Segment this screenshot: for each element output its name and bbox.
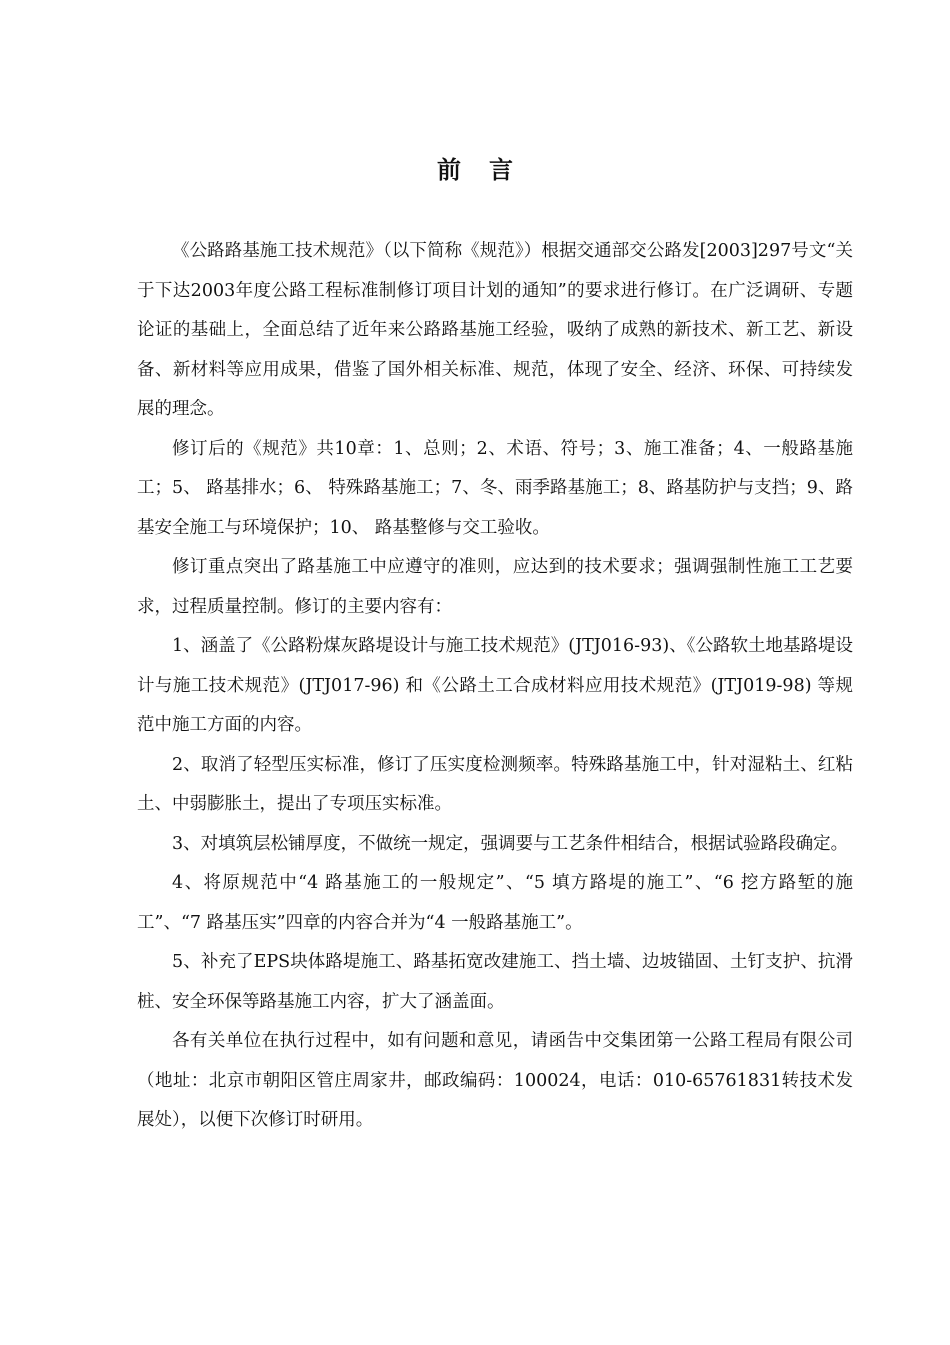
page-title: 前言	[437, 155, 541, 184]
paragraph-item-3: 3、对填筑层松铺厚度，不做统一规定，强调要与工艺条件相结合，根据试验路段确定。	[172, 833, 849, 854]
paragraph-revision-focus: 修订重点突出了路基施工中应遵守的准则，应达到的技术要求；强调强制性施工工艺要求，过程质量控制。修订的主要内容有：	[137, 557, 853, 617]
document-body	[137, 232, 853, 1141]
paragraph-item-4: 4、将原规范中“4 路基施工的一般规定”、“5 填方路堤的施工”、“6 挖方路堑的施工”、“7 路基压实”四章的内容合并为“4 一般路基施工”。	[137, 873, 853, 933]
paragraph-intro: 《公路路基施工技术规范》（以下简称《规范》）根据交通部交公路发[2003]297号文“关于下达2003年度公路工程标准制修订项目计划的通知”的要求进行修订。在广泛调研、专题论证的基础上，全面总结了近年来公路路基施工经验，吸纳了成熟的新技术、新工艺、新设备、新材料等应用成果，借鉴了国外相关标准、规范，体现了安全、经济、环保、可持续发展的理念。	[137, 241, 853, 419]
paragraph-contact: 各有关单位在执行过程中，如有问题和意见，请函告中交集团第一公路工程局有限公司（地址：北京市朝阳区管庄周家井，邮政编码：100024，电话：010-65761831转技术发展处），以便下次修订时研用。	[137, 1031, 853, 1130]
paragraph-item-2: 2、取消了轻型压实标准，修订了压实度检测频率。特殊路基施工中，针对湿粘土、红粘土、中弱膨胀土，提出了专项压实标准。	[137, 754, 853, 814]
paragraph-chapters: 修订后的《规范》共10章：1、总则；2、术语、符号；3、施工准备；4、一般路基施工；5、 路基排水；6、 特殊路基施工；7、冬、雨季路基施工；8、路基防护与支挡；9、路基安全施工与环境保护；10、 路基整修与交工验收。	[137, 438, 853, 538]
paragraph-item-1: 1、涵盖了《公路粉煤灰路堤设计与施工技术规范》(JTJ016-93)、《公路软土地基路堤设计与施工技术规范》(JTJ017-96) 和《公路土工合成材料应用技术规范》(JTJ019-98) 等规范中施工方面的内容。	[137, 636, 853, 735]
paragraph-item-5: 5、补充了EPS块体路堤施工、路基拓宽改建施工、挡土墙、边坡锚固、土钉支护、抗滑桩、安全环保等路基施工内容，扩大了涵盖面。	[137, 952, 853, 1012]
